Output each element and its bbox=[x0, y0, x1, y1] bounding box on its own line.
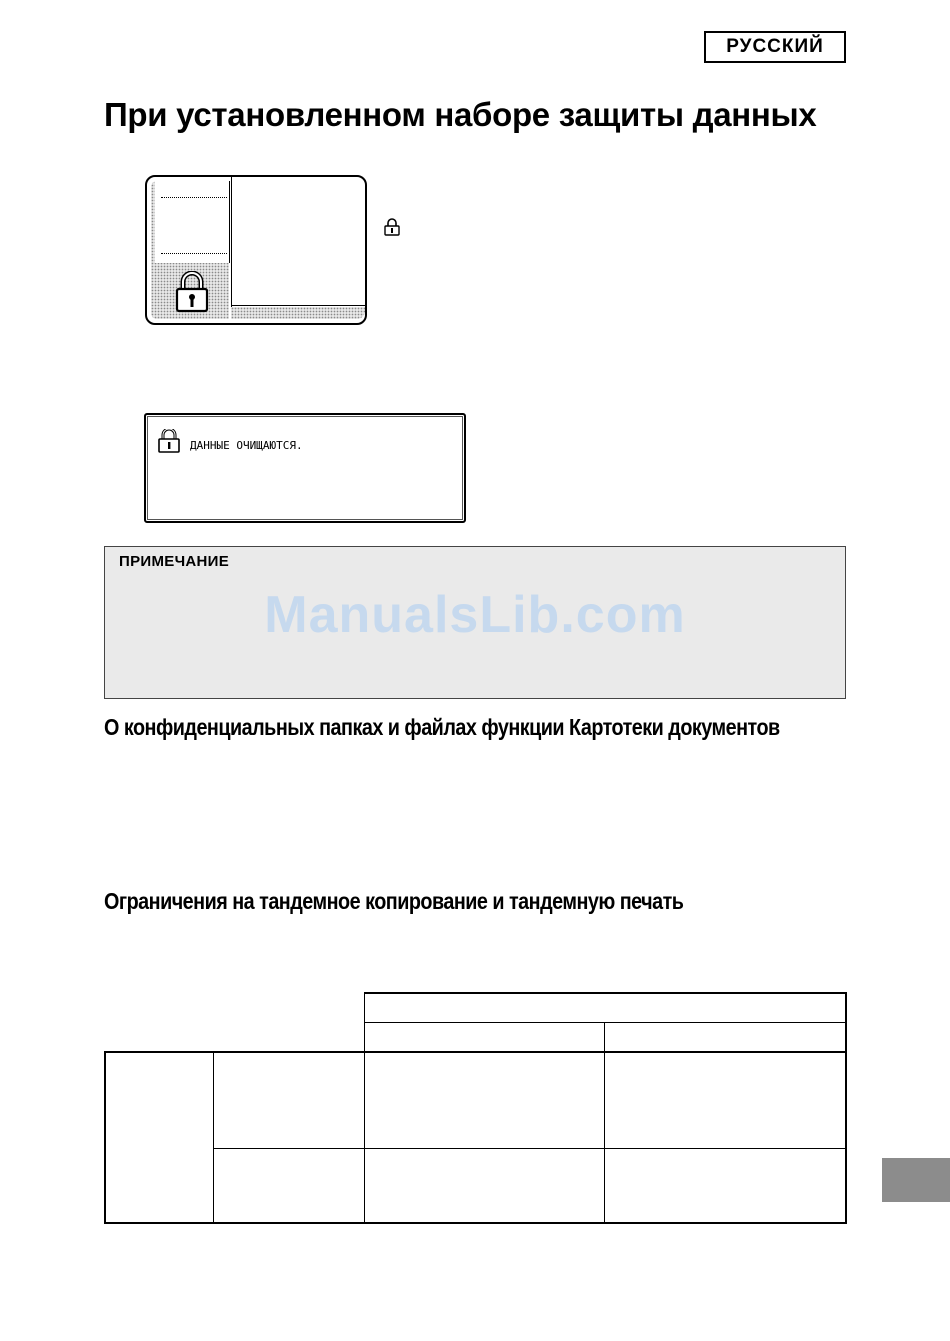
section-heading-confidential: О конфиденциальных папках и файлах функции Картотеки документов bbox=[104, 714, 780, 740]
section-heading-tandem: Ограничения на тандемное копирование и тандемную печать bbox=[104, 888, 684, 914]
table-line bbox=[104, 1051, 106, 1224]
page-title: При установленном наборе защиты данных bbox=[104, 96, 817, 133]
table-line bbox=[213, 1051, 214, 1224]
language-badge: РУССКИЙ bbox=[704, 31, 846, 63]
table-line bbox=[104, 1051, 846, 1053]
table-line bbox=[364, 1022, 846, 1023]
side-tab-marker bbox=[882, 1158, 950, 1202]
table-line bbox=[604, 1022, 605, 1224]
table-line bbox=[364, 992, 365, 1224]
table-line bbox=[364, 992, 846, 994]
screen-message: ДАННЫЕ ОЧИЩАЮТСЯ. bbox=[190, 439, 303, 452]
table-line bbox=[845, 992, 847, 1224]
note-label: ПРИМЕЧАНИЕ bbox=[119, 553, 230, 570]
table-line bbox=[214, 1148, 846, 1149]
table-line bbox=[104, 1222, 846, 1224]
watermark: ManualsLib.com bbox=[264, 586, 686, 644]
